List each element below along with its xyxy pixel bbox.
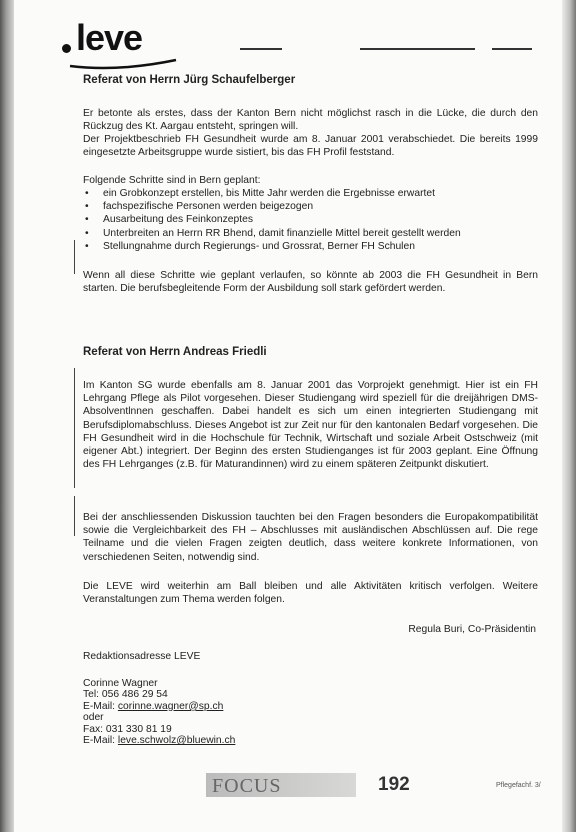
paragraph: Die LEVE wird weiterhin am Ball bleiben und alle Aktivitäten kritisch verfolgen. Weitere Veranstaltungen zum Thema werden folgen. — [83, 581, 538, 606]
paragraph: Er betonte als erstes, dass der Kanton Bern nicht möglichst rasch in die Lücke, die durch den Rückzug des Kt. Aargau entsteht, springen will. — [83, 108, 538, 133]
margin-bar — [74, 496, 75, 536]
paragraph: Der Projektbeschrieb FH Gesundheit wurde am 8. Januar 2001 verabschiedet. Die bereits 1999 eingesetzte Arbeitsgruppe wurde sistiert, bis das FH Profil feststand. — [83, 134, 538, 159]
logo-dot — [62, 44, 71, 53]
email-label: E-Mail: — [83, 700, 118, 712]
email-label: E-Mail: — [83, 735, 118, 747]
section-heading-friedli: Referat von Herrn Andreas Friedli — [83, 346, 267, 358]
footer-focus-banner — [206, 773, 356, 797]
address-block — [83, 678, 235, 746]
section-heading-schaufelberger: Referat von Herrn Jürg Schaufelberger — [83, 74, 296, 86]
contact-fax: Fax: 031 330 81 19 — [83, 723, 172, 735]
contact-tel: Tel: 056 486 29 54 — [83, 689, 168, 701]
email-link[interactable]: corinne.wagner@sp.ch — [117, 700, 224, 712]
footer-tag: Pflegefachf. 3/ — [496, 782, 541, 789]
contact-email-line — [83, 701, 235, 712]
footer-focus-label: FOCUS — [212, 775, 282, 797]
contact-or: oder — [83, 712, 104, 724]
paragraph: Wenn all diese Schritte wie geplant verlaufen, so könnte ab 2003 die FH Gesundheit in Bern starten. Die berufsbegleitende Form der Ausbildung soll stark gefördert werden. — [83, 270, 538, 295]
contact-name: Corinne Wagner — [83, 678, 158, 689]
logo-swoosh-icon — [68, 58, 180, 70]
page-number: 192 — [378, 774, 410, 795]
paragraph: Bei der anschliessenden Diskussion tauchten bei den Fragen besonders die Europakompatibilität sowie die Vergleichbarkeit des FH – Abschlusses mit ausländischen Abschlüssen auf. Die rege Teilname und die vielen Fragen zeigten deutlich, dass weitere konkrete Informationen, von verschiedenen Seiten, notwendig sind. — [83, 512, 538, 563]
list-item: • fachspezifische Personen werden beigezogen — [83, 200, 543, 213]
logo-text: leve — [76, 17, 143, 58]
header-rule — [492, 48, 532, 50]
page-edge-right — [562, 0, 576, 832]
email-link[interactable]: leve.schwolz@bluewin.ch — [117, 735, 236, 747]
list-item: • Ausarbeitung des Feinkonzeptes — [83, 213, 543, 226]
margin-bar — [74, 240, 75, 274]
list-item: • Stellungnahme durch Regierungs- und Grossrat, Berner FH Schulen — [83, 240, 543, 253]
list-item: • ein Grobkonzept erstellen, bis Mitte Jahr werden die Ergebnisse erwartet — [83, 187, 543, 200]
address-heading: Redaktionsadresse LEVE — [83, 651, 201, 662]
page-edge-left — [0, 0, 14, 832]
list-intro: Folgende Schritte sind in Bern geplant: — [83, 175, 261, 186]
margin-bar — [74, 368, 75, 488]
contact-email-line — [83, 735, 235, 746]
list-item: • Unterbreiten an Herrn RR Bhend, damit finanzielle Mittel bereit gestellt werden — [83, 227, 543, 240]
signature: Regula Buri, Co-Präsidentin — [408, 624, 536, 635]
header-rule — [240, 48, 282, 50]
paragraph: Im Kanton SG wurde ebenfalls am 8. Januar 2001 das Vorprojekt genehmigt. Hier ist ein FH Lehrgang Pflege als Pilot vorgesehen. Dieser Studiengang wird speziell für die dreijährigen DMS- Absolventlnnen geschaffen. Dabei handelt es sich um einen integrierten Studiengang mit Berufsdiplomabschluss. Dieses Angebot ist zur Zeit nur für den kantonalen Bedarf vorgesehen. Die FH Gesundheit wird in die Hochschule für Technik, Wirtschaft und soziale Arbeit Ostschweiz (mit eigener Abt.) integriert. Der Beginn des ersten Studienganges ist für 2003 geplant. Eine Öffnung des FH Lehrganges (z.B. für Maturandinnen) wird zu einem späteren Zeitpunkt diskutiert. — [83, 380, 538, 471]
header-rule — [360, 48, 475, 50]
steps-list — [83, 187, 543, 253]
